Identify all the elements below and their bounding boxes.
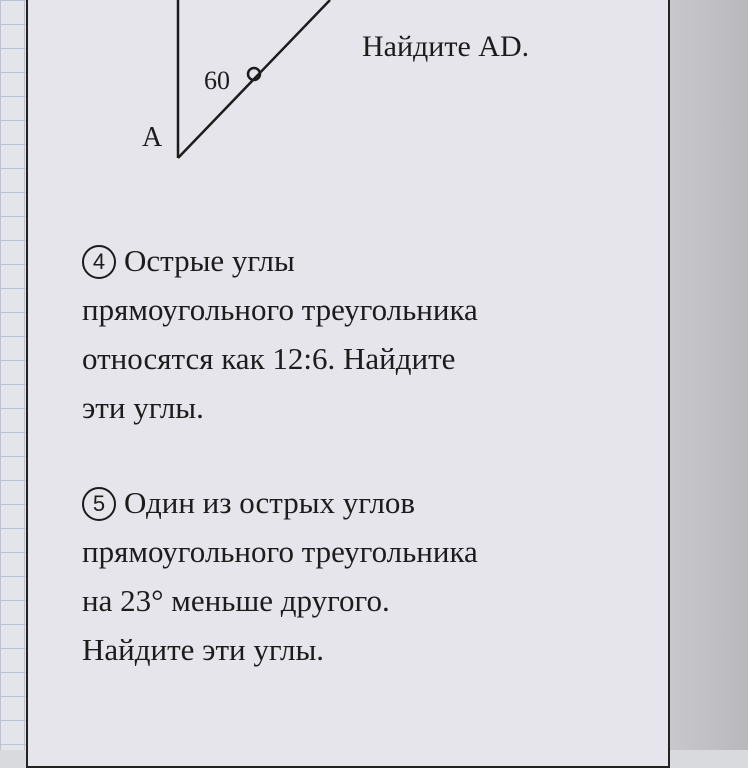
problem-4-number: 4 xyxy=(82,245,116,279)
vertex-a-label: A xyxy=(142,122,163,153)
problem-4-line-3: относятся как 12:6. Найдите xyxy=(82,341,456,376)
problem-5-line-4: Найдите эти углы. xyxy=(82,632,325,667)
problem-4 xyxy=(82,236,478,432)
problem-5-text-1: Один из острых углов xyxy=(124,485,416,520)
problem-5-number: 5 xyxy=(82,487,116,521)
problem-5-line-2: прямоугольного треугольника xyxy=(82,534,478,569)
problem-5-line-1 xyxy=(82,478,478,527)
problem-4-line-4: эти углы. xyxy=(82,390,204,425)
angle-label: 60 xyxy=(204,66,230,95)
problem-4-line-2: прямоугольного треугольника xyxy=(82,292,478,327)
find-ad-text: Найдите AD. xyxy=(362,30,530,63)
problem-4-text-1: Острые углы xyxy=(124,243,295,278)
problem-5-line-3: на 23° меньше другого. xyxy=(82,583,390,618)
problem-4-line-1 xyxy=(82,236,478,285)
problem-5 xyxy=(82,478,478,674)
